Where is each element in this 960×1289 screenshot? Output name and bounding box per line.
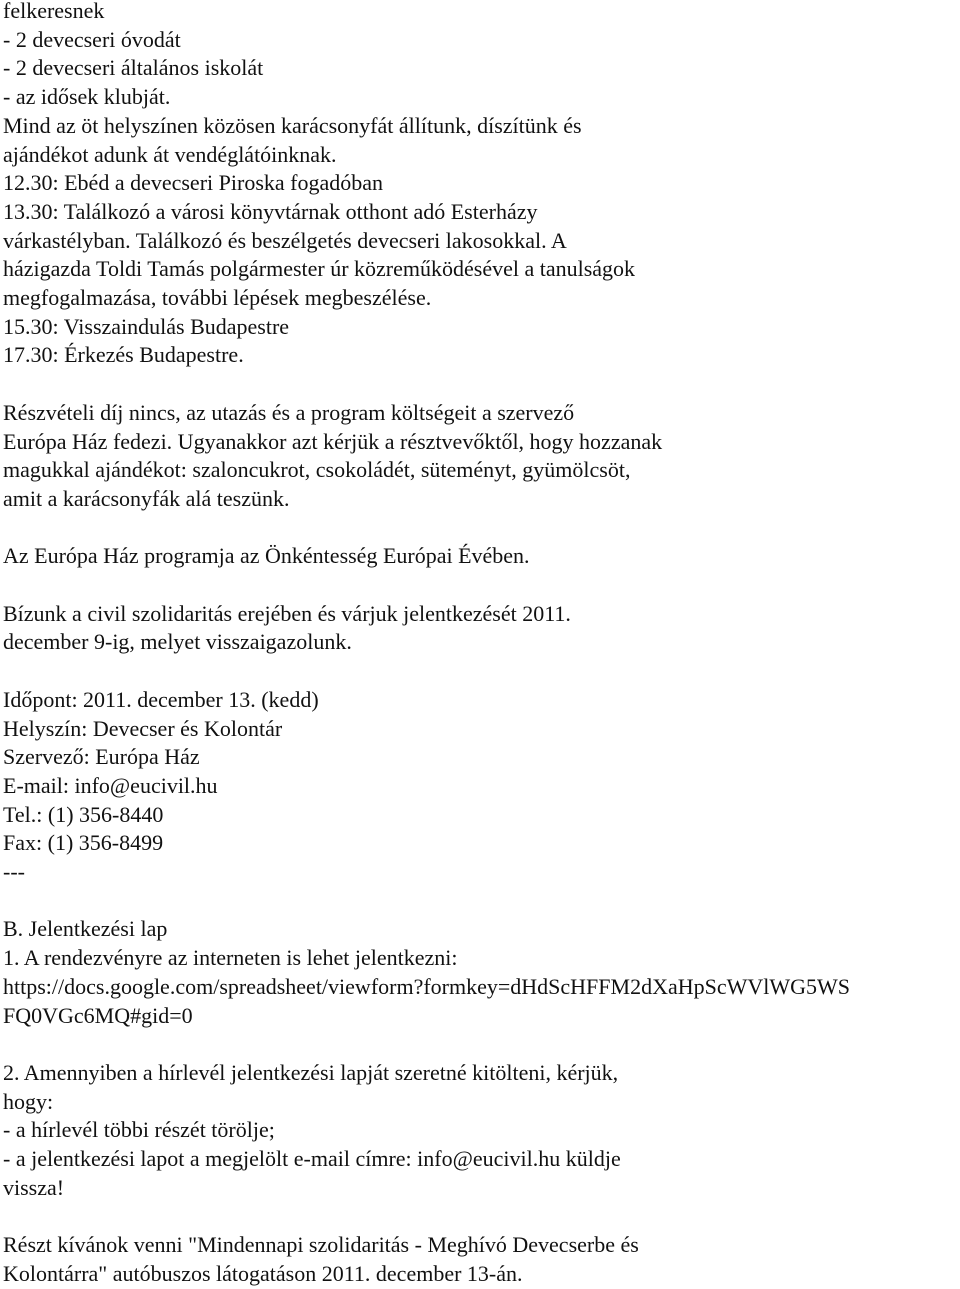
- contact-email[interactable]: E-mail: info@eucivil.hu: [3, 772, 218, 798]
- online-registration-intro: 1. A rendezvényre az interneten is lehet jelentkezni:: [3, 945, 458, 971]
- newsletter-instructions: [3, 1059, 958, 1203]
- solidarity-line: december 9-ig, melyet visszaigazolunk.: [3, 629, 352, 655]
- schedule-line: felkeresnek: [3, 0, 105, 23]
- paragraph-spacer: [3, 1030, 958, 1059]
- paragraph-spacer: [3, 1202, 958, 1231]
- instruction-line: vissza!: [3, 1174, 65, 1200]
- participation-line: Kolontárra" autóbuszos látogatáson 2011. december 13-án.: [3, 1260, 523, 1286]
- schedule-line: - 2 devecseri óvodát: [3, 26, 181, 52]
- program-schedule: [3, 0, 958, 370]
- solidarity-line: Bízunk a civil szolidaritás erejében és várjuk jelentkezését 2011.: [3, 600, 571, 626]
- schedule-line: - 2 devecseri általános iskolát: [3, 55, 264, 81]
- section-separator: ---: [3, 859, 25, 885]
- paragraph-spacer: [3, 657, 958, 686]
- schedule-line: - az idősek klubját.: [3, 84, 171, 110]
- registration-form-link[interactable]: https://docs.google.com/spreadsheet/viewform?formkey=dHdScHFFM2dXaHpScWVlWG5WS: [3, 973, 851, 999]
- instruction-line: - a hírlevél többi részét törölje;: [3, 1117, 275, 1143]
- solidarity-paragraph: [3, 600, 958, 657]
- european-year-paragraph: [3, 542, 958, 571]
- schedule-line: 17.30: Érkezés Budapestre.: [3, 342, 244, 368]
- schedule-line: Mind az öt helyszínen közösen karácsonyfát állítunk, díszítünk és: [3, 112, 582, 138]
- contact-phone: Tel.: (1) 356-8440: [3, 801, 164, 827]
- event-date: Időpont: 2011. december 13. (kedd): [3, 686, 319, 712]
- event-location: Helyszín: Devecser és Kolontár: [3, 715, 283, 741]
- fee-line: Részvételi díj nincs, az utazás és a program költségeit a szervező: [3, 399, 575, 425]
- contact-fax: Fax: (1) 356-8499: [3, 830, 164, 856]
- registration-section: [3, 915, 958, 1030]
- paragraph-spacer: [3, 370, 958, 399]
- instruction-line: 2. Amennyiben a hírlevél jelentkezési lapját szeretné kitölteni, kérjük,: [3, 1059, 619, 1085]
- event-details: [3, 686, 958, 887]
- schedule-line: ajándékot adunk át vendéglátóinknak.: [3, 141, 337, 167]
- event-organizer: Szervező: Európa Ház: [3, 744, 200, 770]
- european-year-line: Az Európa Ház programja az Önkéntesség Európai Évében.: [3, 543, 530, 569]
- fee-line: amit a karácsonyfák alá teszünk.: [3, 485, 290, 511]
- participation-line: Részt kívánok venni "Mindennapi szolidaritás - Meghívó Devecserbe és: [3, 1232, 639, 1258]
- schedule-line: várkastélyban. Találkozó és beszélgetés devecseri lakosokkal. A: [3, 227, 567, 253]
- schedule-line: 13.30: Találkozó a városi könyvtárnak otthont adó Esterházy: [3, 198, 538, 224]
- schedule-line: 12.30: Ebéd a devecseri Piroska fogadóban: [3, 170, 383, 196]
- paragraph-spacer: [3, 571, 958, 600]
- schedule-line: 15.30: Visszaindulás Budapestre: [3, 313, 290, 339]
- participation-statement: [3, 1231, 958, 1288]
- fee-paragraph: [3, 399, 958, 514]
- document-page: [3, 0, 958, 1289]
- registration-heading: B. Jelentkezési lap: [3, 916, 168, 942]
- instruction-line: - a jelentkezési lapot a megjelölt e-mail címre: info@eucivil.hu küldje: [3, 1146, 621, 1172]
- schedule-line: házigazda Toldi Tamás polgármester úr közreműködésével a tanulságok: [3, 256, 636, 282]
- fee-line: magukkal ajándékot: szaloncukrot, csokoládét, süteményt, gyümölcsöt,: [3, 457, 631, 483]
- paragraph-spacer: [3, 514, 958, 543]
- instruction-line: hogy:: [3, 1088, 54, 1114]
- schedule-line: megfogalmazása, további lépések megbeszélése.: [3, 285, 432, 311]
- registration-form-link-continued[interactable]: FQ0VGc6MQ#gid=0: [3, 1002, 193, 1028]
- fee-line: Európa Ház fedezi. Ugyanakkor azt kérjük a résztvevőktől, hogy hozzanak: [3, 428, 663, 454]
- paragraph-spacer: [3, 887, 958, 916]
